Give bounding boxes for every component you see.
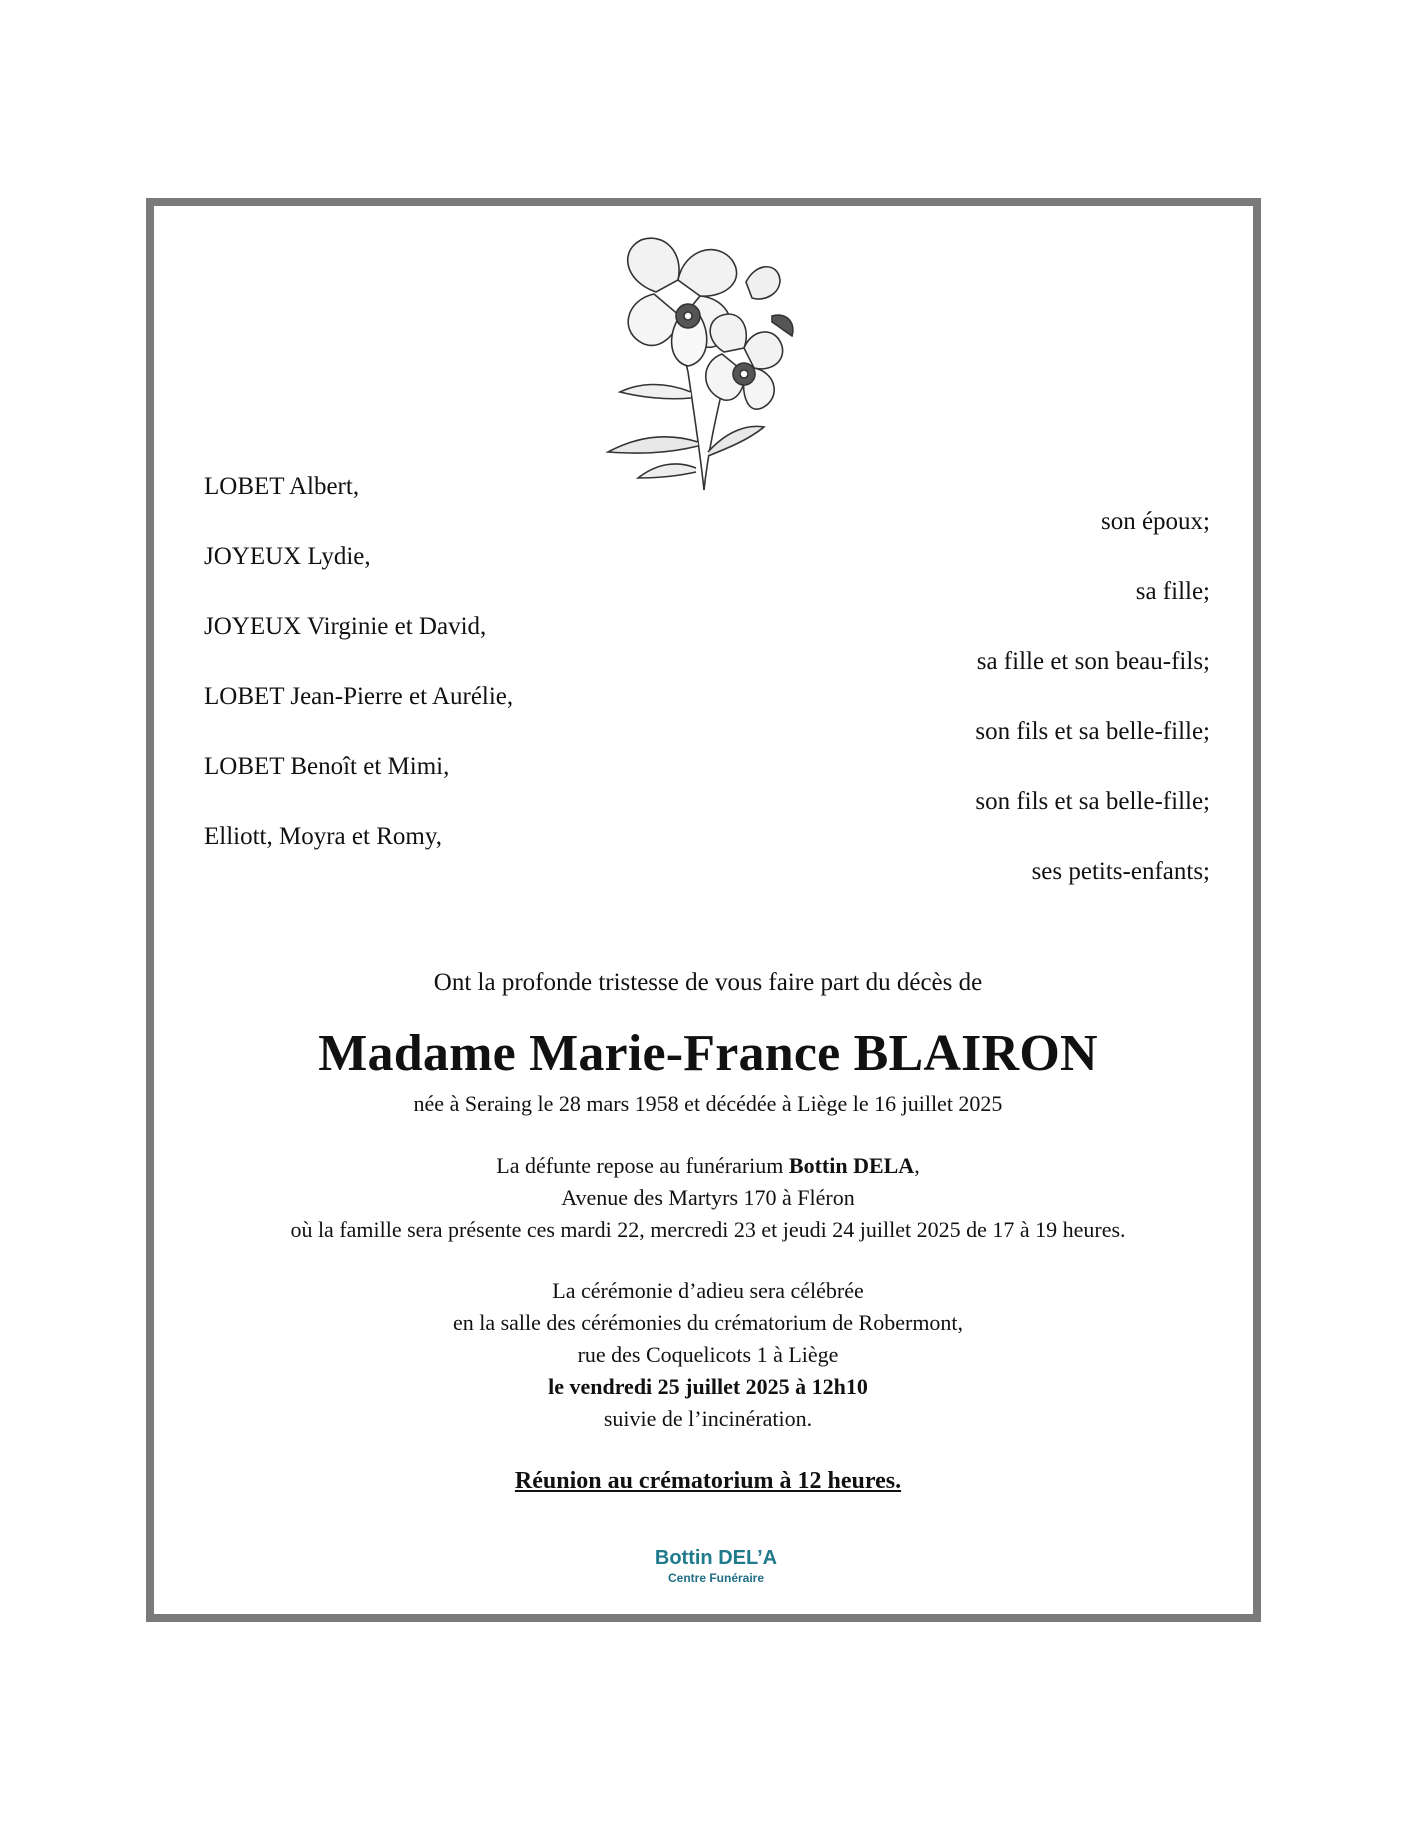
family-relation: son fils et sa belle-fille; [975, 788, 1210, 815]
family-row [204, 752, 1210, 822]
family-member-name: JOYEUX Lydie, [204, 543, 371, 570]
ceremony-address: rue des Coquelicots 1 à Liège [577, 1342, 839, 1367]
funerarium-info [150, 1150, 1266, 1246]
family-relation: son époux; [1100, 508, 1210, 535]
logo-sub-text: Centre Funéraire [667, 1571, 765, 1585]
deceased-name: Madame Marie-France BLAIRON [318, 1025, 1098, 1082]
pansy-flower-icon [596, 232, 816, 494]
family-row [204, 472, 1210, 542]
family-list [204, 472, 1210, 892]
funerarium-line-1 [150, 1150, 1266, 1182]
ceremony-info [150, 1275, 1266, 1435]
funerarium-suffix: , [914, 1153, 920, 1178]
ceremony-line-1: La cérémonie d’adieu sera célébrée [552, 1278, 864, 1303]
family-row [204, 682, 1210, 752]
family-row [204, 612, 1210, 682]
family-relation: ses petits-enfants; [1031, 858, 1210, 885]
bottin-dela-logo [641, 1547, 791, 1587]
family-member-name: Elliott, Moyra et Romy, [204, 823, 442, 850]
family-member-name: LOBET Jean-Pierre et Aurélie, [204, 683, 514, 710]
family-member-name: LOBET Albert, [204, 473, 360, 500]
family-relation: sa fille et son beau-fils; [976, 648, 1210, 675]
logo-main-text: Bottin DEL’A [654, 1547, 778, 1569]
family-relation: sa fille; [1135, 578, 1210, 605]
announcement-intro: Ont la profonde tristesse de vous faire part du décès de [433, 969, 983, 996]
family-row [204, 542, 1210, 612]
reunion-notice: Réunion au crématorium à 12 heures. [514, 1468, 902, 1494]
funerarium-address: Avenue des Martyrs 170 à Fléron [561, 1185, 855, 1210]
ceremony-line-5: suivie de l’incinération. [603, 1406, 813, 1431]
birth-death-dates: née à Seraing le 28 mars 1958 et décédée à Liège le 16 juillet 2025 [413, 1091, 1003, 1116]
family-row [204, 822, 1210, 892]
family-member-name: JOYEUX Virginie et David, [204, 613, 487, 640]
family-member-name: LOBET Benoît et Mimi, [204, 753, 450, 780]
family-relation: son fils et sa belle-fille; [975, 718, 1210, 745]
ceremony-line-2: en la salle des cérémonies du crématorium de Robermont, [452, 1310, 964, 1335]
ceremony-datetime: le vendredi 25 juillet 2025 à 12h10 [548, 1374, 868, 1399]
funerarium-prefix: La défunte repose au funérarium [496, 1153, 789, 1178]
funerarium-name: Bottin DELA [788, 1153, 915, 1178]
visiting-hours: où la famille sera présente ces mardi 22, mercredi 23 et jeudi 24 juillet 2025 de 17 à 19 heures. [290, 1217, 1126, 1242]
